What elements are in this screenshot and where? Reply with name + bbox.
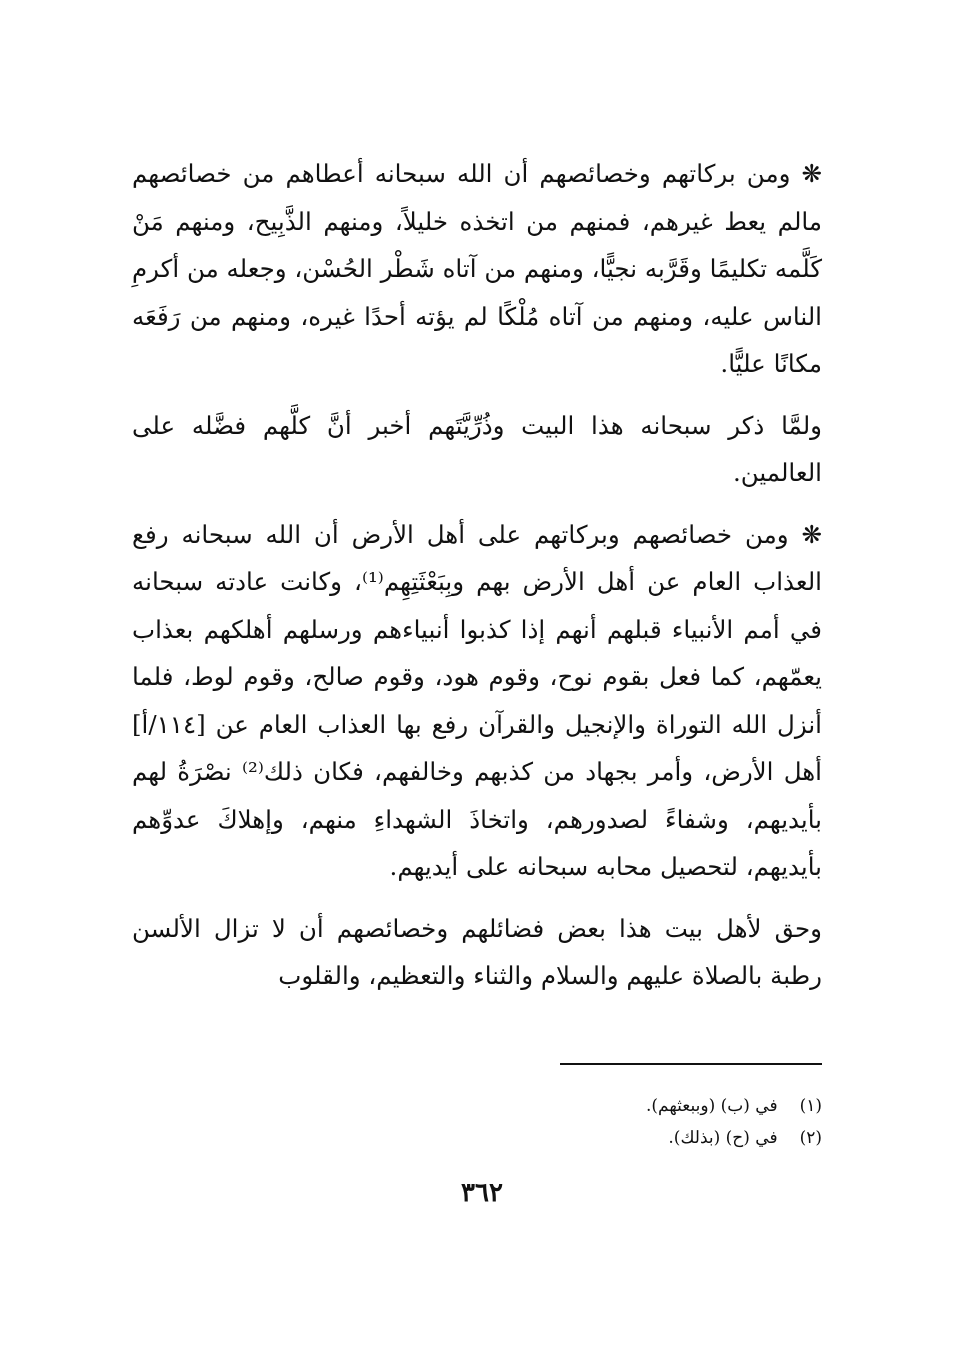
footnotes: [402, 1090, 822, 1154]
footnote-text: في (ب) (وببعثهم).: [645, 1096, 778, 1116]
footnote-number: (١): [799, 1096, 822, 1116]
footnote-2: [402, 1122, 822, 1154]
paragraph-1: ❋ ومن بركاتهم وخصائصهم أن الله سبحانه أعطاهم من خصائصهم مالم يعط غيرهم، فمنهم من اتخذه خليلاً، ومنهم الذَّبِيح، ومنهم مَنْ كَلَّمه تكليمًا وقَرَّبه نجيًّا، ومنهم من آتاه شَطْر الحُسْن، وجعله من أكرمِ الناس عليه، ومنهم من آتاه مُلْكًا لم يؤته أحدًا غيره، ومنهم من رَفَعَه مكانًا عليًّا.: [132, 159, 822, 378]
footnote-1: [402, 1090, 822, 1122]
paragraph-4: وحق لأهل بيت هذا بعض فضائلهم وخصائصهم أن لا تزال الألسن رطبة بالصلاة عليهم والسلام والثناء والتعظيم، والقلوب: [132, 913, 822, 990]
main-text: [132, 150, 822, 1014]
page-number: ٣٦٢: [461, 1178, 503, 1208]
footnote-text: في (ح) (بذلك).: [668, 1128, 778, 1148]
footnote-number: (٢): [799, 1128, 822, 1148]
footnote-divider: [560, 1063, 822, 1065]
paragraph-2: ولمَّا ذكر سبحانه هذا البيت وذُرِّيَّتَهم أخبر أنَّ كلَّهم فضَّله على العالمين.: [132, 410, 822, 487]
paragraph-3: ❋ ومن خصائصهم وبركاتهم على أهل الأرض أن الله سبحانه رفع العذاب العام عن أهل الأرض بهم وبِبَعْثَتِهِم⁽¹⁾، وكانت عادته سبحانه في أمم الأنبياء قبلهم أنهم إذا كذبوا أنبياءهم ورسلهم أهلكهم بعذاب يعمّهم، كما فعل بقوم نوح، وقوم هود، وقوم صالح، وقوم لوط، فلما أنزل الله التوراة والإنجيل والقرآن رفع بها العذاب العام عن [١١٤/أ] أهل الأرض، وأمر بجهاد من كذبهم وخالفهم، فكان ذلك⁽²⁾ نصْرَةُ لهم بأيديهم، وشفاءً لصدورهم، واتخاذَ الشهداءِ منهم، وإهلاكَ عدوِّهم بأيديهم، لتحصيل محابه سبحانه على أيديهم.: [132, 519, 822, 881]
